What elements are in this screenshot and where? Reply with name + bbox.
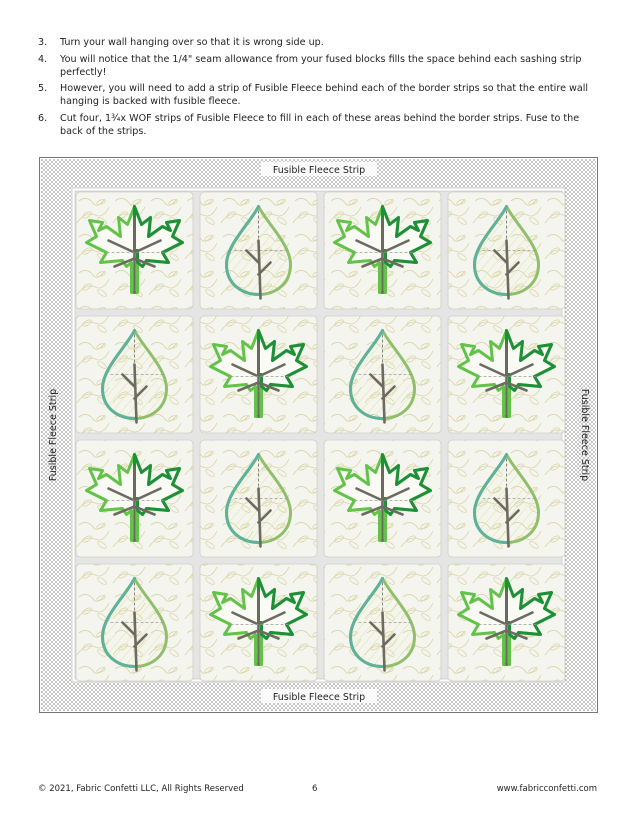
teardrop-leaf-block [76,316,193,433]
step-text: Cut four, 1¾x WOF strips of Fusible Fleece to fill in each of these areas behind the border strips. Fuse to the back of the strips. [60,112,580,137]
step-number: 3. [38,37,48,48]
teardrop-leaf-block [76,564,193,681]
instruction-step-6 [38,112,598,138]
maple-leaf-block [76,440,193,557]
instruction-list [38,36,598,141]
maple-leaf-block [76,192,193,309]
teardrop-leaf-block [448,440,565,557]
instruction-step-5 [38,82,598,108]
footer-copyright: © 2021, Fabric Confetti LLC, All Rights Reserved [38,784,244,794]
right-strip-label: Fusible Fleece Strip [579,388,590,482]
teardrop-leaf-block [200,440,317,557]
footer-page-number: 6 [312,784,318,794]
teardrop-leaf-block [324,316,441,433]
left-strip-label: Fusible Fleece Strip [48,388,59,482]
step-number: 6. [38,112,48,124]
maple-leaf-block [200,564,317,681]
footer-website[interactable]: www.fabricconfetti.com [496,784,597,794]
step-text: Turn your wall hanging over so that it is wrong side up. [60,37,324,48]
bottom-strip-label: Fusible Fleece Strip [272,692,366,703]
teardrop-leaf-block [324,564,441,681]
maple-leaf-block [324,440,441,557]
maple-leaf-block [448,564,565,681]
maple-leaf-block [324,192,441,309]
maple-leaf-block [448,316,565,433]
step-text: You will notice that the 1/4" seam allowance from your fused blocks fills the space behind each sashing strip perfectly! [60,53,582,78]
step-number: 4. [38,53,48,65]
top-strip-label: Fusible Fleece Strip [272,165,366,176]
quilt-diagram-svg [39,157,598,713]
instruction-step-4 [38,53,598,79]
step-text: However, you will need to add a strip of Fusible Fleece behind each of the border strips so that the entire wall hanging is backed with fusible fleece. [60,83,589,108]
quilt-diagram [39,157,598,713]
teardrop-leaf-block [448,192,565,309]
instruction-step-3 [38,36,598,49]
maple-leaf-block [200,316,317,433]
teardrop-leaf-block [200,192,317,309]
step-number: 5. [38,83,48,95]
